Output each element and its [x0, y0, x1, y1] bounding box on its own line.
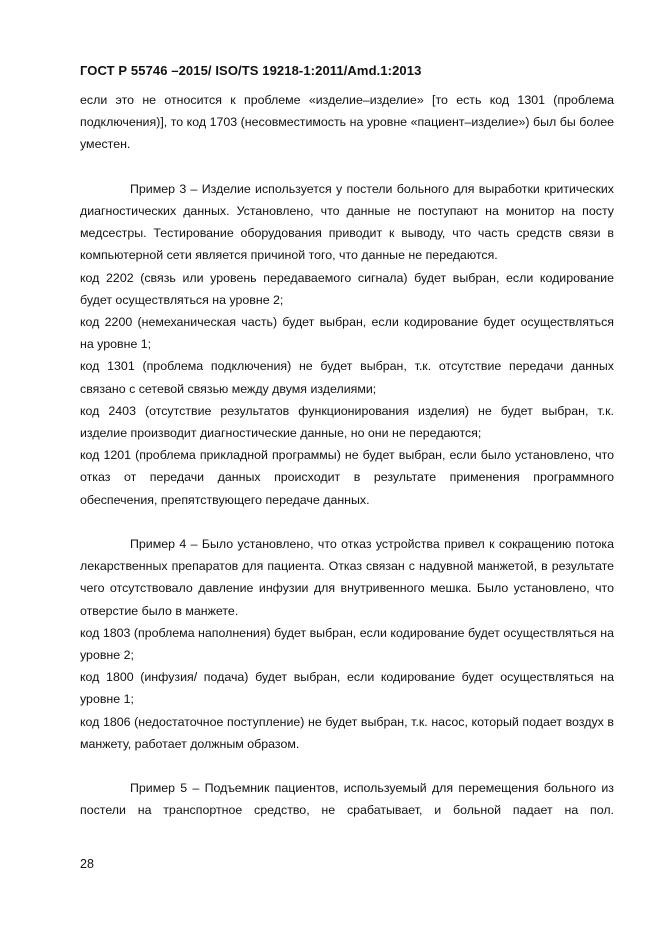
paragraph-gap [80, 156, 614, 178]
page-number: 28 [80, 857, 94, 871]
paragraph-gap [80, 755, 614, 777]
paragraph-code-1800: код 1800 (инфузия/ подача) будет выбран, если кодирование будет осуществляться на уровне 1; [80, 670, 614, 707]
paragraph-example-3: Пример 3 – Изделие используется у постели больного для выработки критических диагностических данных. Установлено, что данные не поступают на монитор на посту медсестры. Тестирование оборудования приводит к выводу, что часть средств связи в компьютерной сети является причиной того, что данные не передаются. [80, 181, 614, 263]
paragraph-gap [80, 511, 614, 533]
paragraph-continuation: если это не относится к проблеме «изделие–изделие» [то есть код 1301 (проблема подключения)], то код 1703 (несовместимость на уровне «пациент–изделие») был бы более уместен. [80, 93, 614, 152]
paragraph-example-4: Пример 4 – Было установлено, что отказ устройства привел к сокращению потока лекарственных препаратов для пациента. Отказ связан с надувной манжетой, в результате чего отсутствовало давление инфузии для внутривенного мешка. Было установлено, что отверстие было в манжете. [80, 537, 614, 618]
paragraph-code-2200: код 2200 (немеханическая часть) будет выбран, если кодирование будет осуществляться на уровне 1; [80, 315, 614, 352]
paragraph-code-1301: код 1301 (проблема подключения) не будет выбран, т.к. отсутствие передачи данных связано с сетевой связью между двумя изделиями; [80, 359, 614, 396]
paragraph-example-5: Пример 5 – Подъемник пациентов, используемый для перемещения больного из постели на транспортное средство, не срабатывает, и больной падает на пол. [80, 781, 614, 818]
document-body [80, 89, 614, 822]
paragraph-code-2403: код 2403 (отсутствие результатов функционирования изделия) не будет выбран, т.к. изделие производит диагностические данные, но они не передаются; [80, 403, 614, 441]
paragraph-code-1201: код 1201 (проблема прикладной программы) не будет выбран, если было установлено, что отказ от передачи данных происходит в результате применения программного обеспечения, препятствующего передаче данных. [80, 448, 614, 507]
paragraph-code-1803: код 1803 (проблема наполнения) будет выбран, если кодирование будет осуществляться на уровне 2; [80, 625, 614, 663]
paragraph-code-2202: код 2202 (связь или уровень передаваемого сигнала) будет выбран, если кодирование будет осуществляться на уровне 2; [80, 270, 614, 307]
paragraph-code-1806: код 1806 (недостаточное поступление) не будет выбран, т.к. насос, который подает воздух в манжету, работает должным образом. [80, 714, 614, 751]
document-header-standard-number: ГОСТ Р 55746 –2015/ ISO/TS 19218-1:2011/Amd.1:2013 [80, 63, 422, 78]
